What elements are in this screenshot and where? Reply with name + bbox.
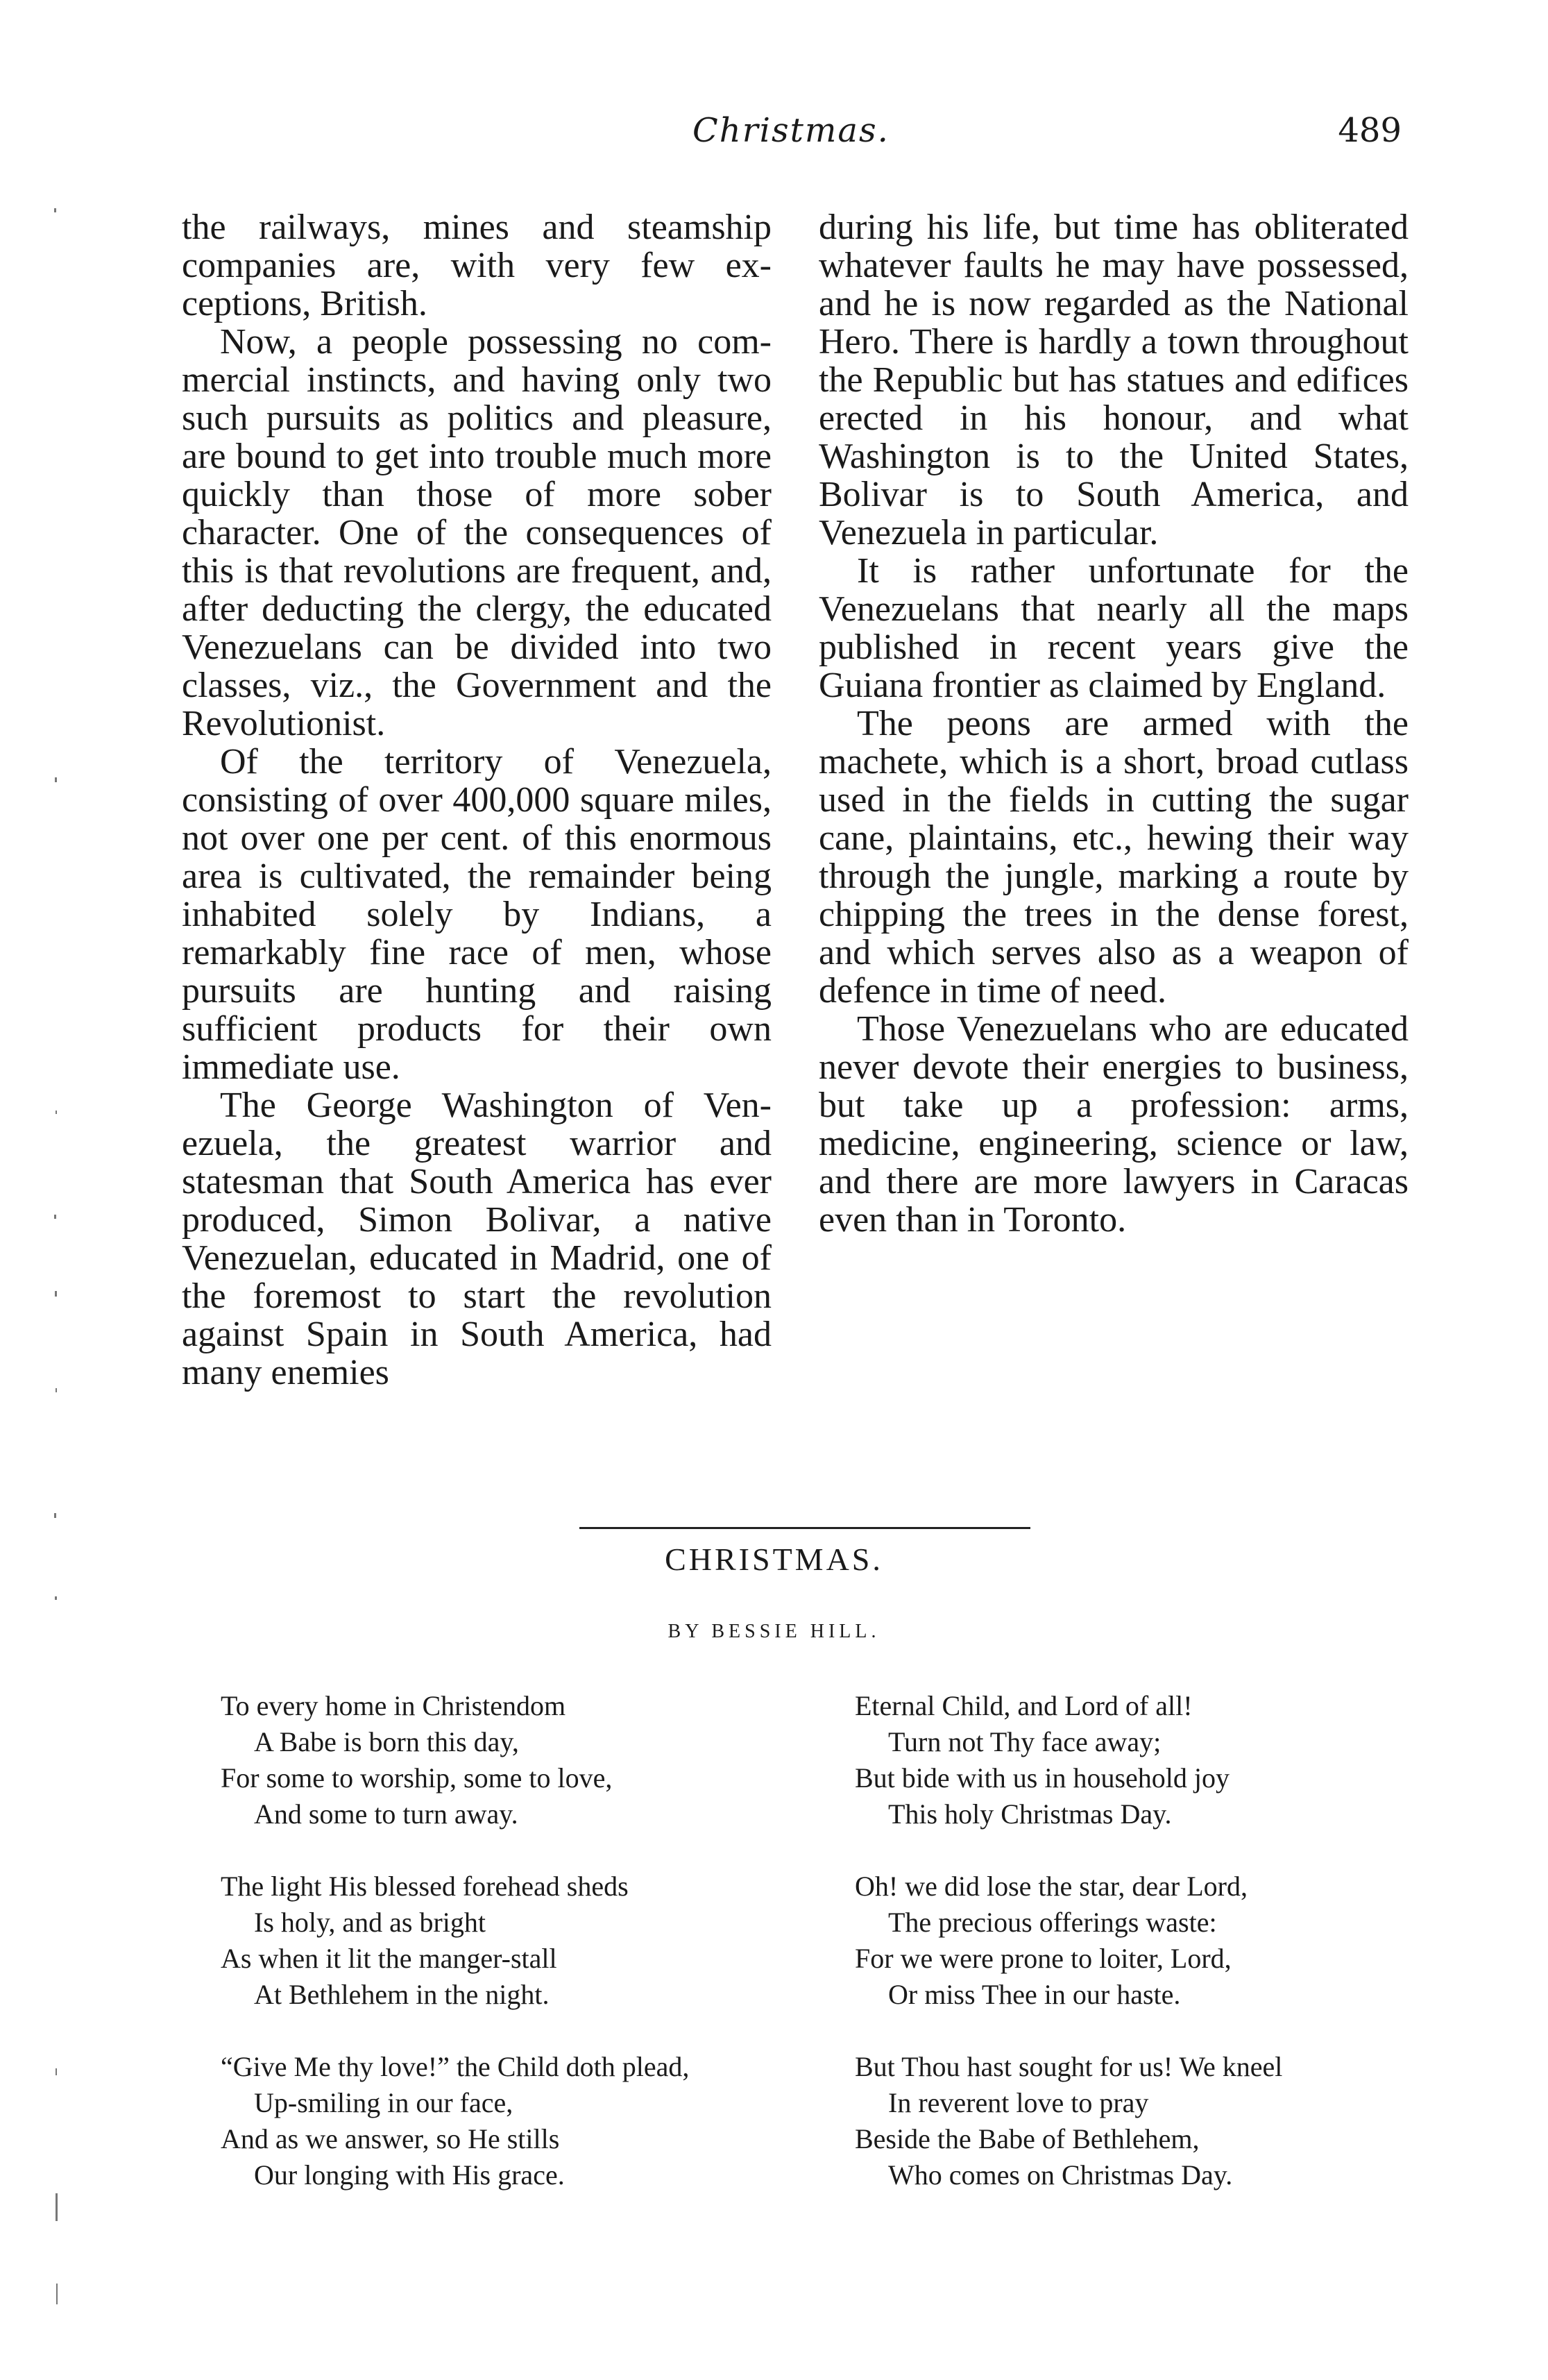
article-right-column: [819, 208, 1409, 1239]
poem-line: Our longing with His grace.: [254, 2159, 565, 2191]
poem-line: But Thou hast sought for us! We kneel: [855, 2051, 1283, 2082]
scan-margin-specks: [49, 208, 62, 2325]
poem-line: At Bethlehem in the night.: [254, 1979, 550, 2010]
poem-byline: BY BESSIE HILL.: [667, 1621, 881, 1642]
poem-line: Is holy, and as bright: [254, 1907, 486, 1938]
poem-title: CHRISTMAS.: [665, 1542, 883, 1577]
poem-line: And as we answer, so He stills: [221, 2123, 560, 2154]
poem-stanza: [221, 1868, 629, 2013]
poem-stanza: [855, 2049, 1282, 2193]
article-left-column: [182, 208, 772, 1392]
paragraph: Now, a people possessing no commercial instincts, and having only two such pursuits as politics and pleasure, are bound to get into trouble much more quickly than those of more sober character. One of the consequences of this is that revolutions are frequent, and, after deducting the clergy, the educated Venezuelans can be divided into two classes, viz., the Government and the Revolutionist.: [182, 322, 772, 743]
poem-line: Or miss Thee in our haste.: [888, 1979, 1181, 2010]
poem-line: In reverent love to pray: [888, 2087, 1149, 2118]
poem-line: And some to turn away.: [254, 1798, 518, 1830]
poem-line: Oh! we did lose the star, dear Lord,: [855, 1871, 1248, 1902]
section-divider: [579, 1527, 1030, 1529]
poem-stanza: [221, 2049, 689, 2193]
paragraph: The George Washington of Venezuela, the greatest warrior and statesman that South America has ever produced, Simon Bolivar, a native Venezuelan, educated in Madrid, one of the foremost to start the revolution against Spain in South America, had many enemies: [182, 1086, 772, 1392]
poem-line: Eternal Child, and Lord of all!: [855, 1690, 1193, 1721]
paragraph: It is rather unfortunate for the Venezuelans that nearly all the maps published in recent years give the Guiana frontier as claimed by England.: [819, 551, 1409, 705]
poem-line: The light His blessed forehead sheds: [221, 1871, 629, 1902]
poem-line: Turn not Thy face away;: [888, 1726, 1162, 1757]
poem-stanza: [221, 1688, 612, 1832]
poem-line: A Babe is born this day,: [254, 1726, 519, 1757]
poem-stanza: [855, 1868, 1248, 2013]
paragraph: The peons are armed with the machete, which is a short, broad cutlass used in the fields in cutting the sugar cane, plaintains, etc., hewing their way through the jungle, marking a route by chipping the trees in the dense forest, and which serves also as a weapon of defence in time of need.: [819, 704, 1409, 1011]
paragraph: the railways, mines and steamship companies are, with very few exceptions, British.: [182, 208, 772, 323]
running-header: [180, 111, 1402, 160]
poem-line: This holy Christmas Day.: [888, 1798, 1172, 1830]
poem-stanza: [855, 1688, 1230, 1832]
poem-line: For some to worship, some to love,: [221, 1762, 613, 1794]
poem-line: Up-smiling in our face,: [254, 2087, 513, 2118]
poem-line: To every home in Christendom: [221, 1690, 566, 1721]
page-number: 489: [1338, 111, 1402, 150]
paragraph: Those Venezuelans who are educated never devote their energies to business, but take up a profession: arms, medicine, engineering, science or law, and there are more lawyers in Caracas even than in Toronto.: [819, 1009, 1409, 1240]
paragraph: Of the territory of Venezuela, consisting of over 400,000 square miles, not over one per cent. of this enormous area is cultivated, the remainder being inhabited solely by Indians, a remarkably fine race of men, whose pursuits are hunting and raising sufficient products for their own immediate use.: [182, 742, 772, 1087]
poem-line: As when it lit the manger-stall: [221, 1943, 557, 1974]
running-title: Christmas.: [692, 111, 890, 150]
poem-line: Beside the Babe of Bethlehem,: [855, 2123, 1200, 2154]
poem-line: Who comes on Christmas Day.: [888, 2159, 1233, 2191]
poem-line: The precious offerings waste:: [888, 1907, 1217, 1938]
poem-line: “Give Me thy love!” the Child doth plead,: [221, 2051, 690, 2082]
poem-line: But bide with us in household joy: [855, 1762, 1230, 1794]
paragraph: during his life, but time has obliterated whatever faults he may have possessed, and he is now regarded as the National Hero. There is hardly a town throughout the Republic but has statues and edifices erected in his honour, and what Washington is to the United States, Bolivar is to South America, and Venezuela in particular.: [819, 208, 1409, 552]
poem-line: For we were prone to loiter, Lord,: [855, 1943, 1232, 1974]
